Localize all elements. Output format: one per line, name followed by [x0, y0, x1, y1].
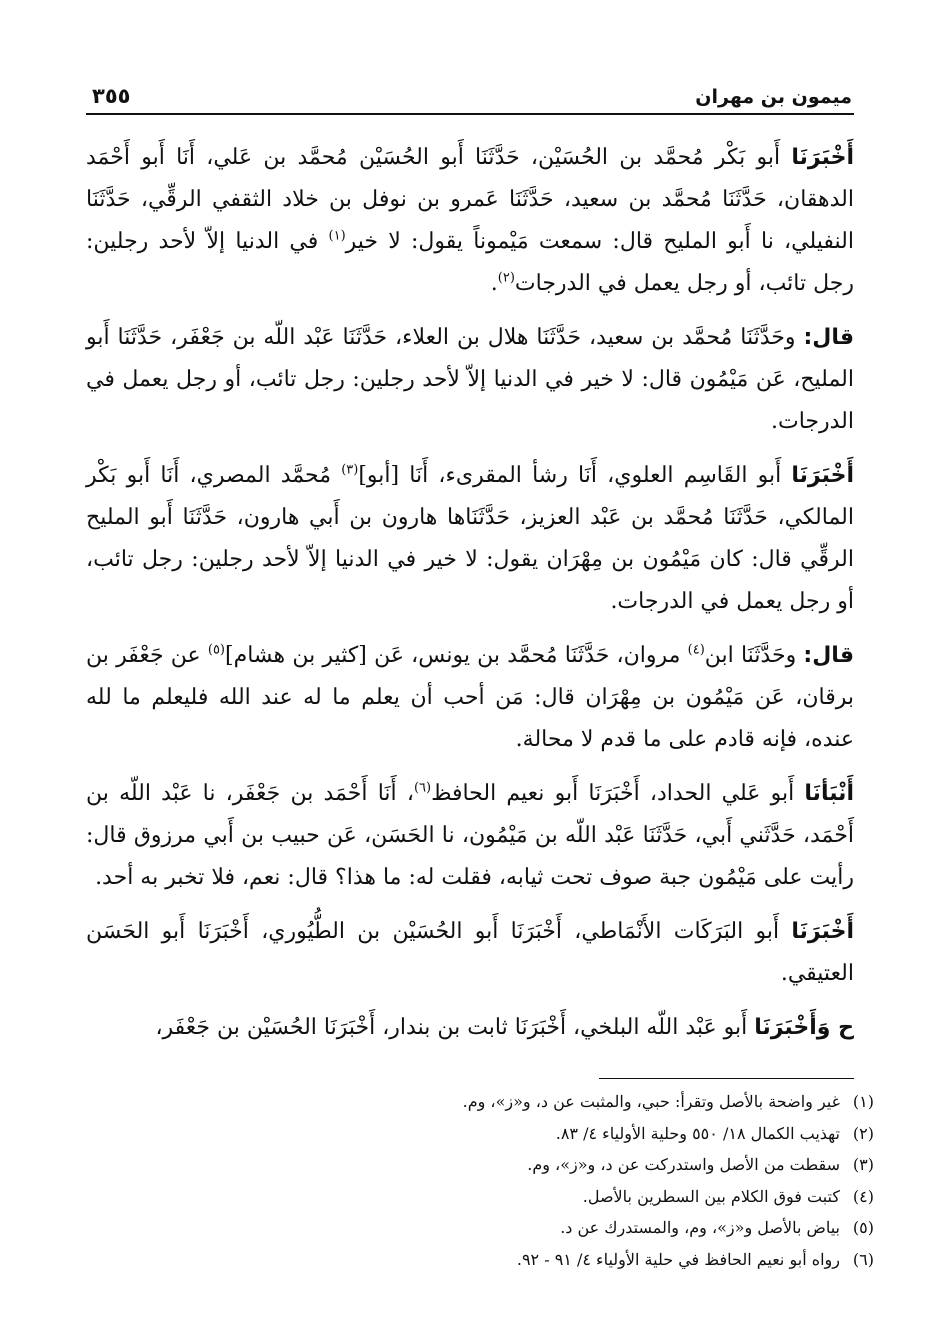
- footnote-marker: (٦): [413, 780, 432, 796]
- paragraph-text: عن جَعْفَر بن برقان، عَن مَيْمُون بن مِهْرَان قال: مَن أحب أن يعلم ما له عند الله فليعلم ما لله عنده، فإنه قادم على ما قدم لا محالة.: [86, 643, 854, 752]
- paragraph-text: في الدنيا إلاّ لأحد رجلين: رجل تائب، أو رجل يعمل في الدرجات: [86, 229, 854, 296]
- footnote: [86, 1212, 874, 1244]
- footnote-marker: (٢): [497, 270, 515, 286]
- footnote: [86, 1149, 874, 1181]
- footnote: [86, 1118, 874, 1150]
- footnote-rule: [599, 1078, 854, 1079]
- paragraph-lead: أَخْبَرَنَا: [791, 145, 854, 170]
- paragraph-text: أَبو القَاسِم العلوي، أَنَا رشأ المقرىء، أَنَا [أبو]: [358, 463, 792, 488]
- paragraph-text: أَبو عَلي الحداد، أَخْبَرَنَا أَبو نعيم الحافظ: [431, 781, 805, 806]
- paragraph-text: ، أَنَا أَحْمَد بن جَعْفَر، نا عَبْد اللّه بن أَحْمَد، حَدَّثَني أَبي، حَدَّثَنَا عَبْد اللّه بن مَيْمُون، نا الحَسَن، عَن حبيب بن أَبي مرزوق قال: رأيت على مَيْمُون جبة صوف تحت ثيابه، فقلت له: ما هذا؟ قال: نعم، فلا تخبر به أحد.: [86, 781, 854, 890]
- paragraph-text: أَبو بَكْر مُحمَّد بن الحُسَيْن، حَدَّثَنَا أَبو الحُسَيْن مُحمَّد بن عَلي، أَنَا أَبو أَحْمَد الدهقان، حَدَّثَنَا مُحمَّد بن سعيد، حَدَّثَنَا عَمرو بن نوفل بن خلاد الثقفي الرقِّي، حَدَّثَنَا النفيلي، نا أَبو المليح قال: سمعت مَيْموناً يقول: لا خير: [86, 145, 854, 254]
- footnote: [86, 1244, 874, 1276]
- footnote: [86, 1086, 874, 1118]
- paragraph-lead: قال:: [803, 325, 854, 350]
- paragraph-lead: قال:: [803, 643, 854, 668]
- footnote-number: (٤): [852, 1186, 874, 1206]
- footnote-number: (٥): [852, 1218, 874, 1237]
- footnote-number: (٢): [852, 1123, 874, 1143]
- body-text: [86, 137, 854, 1061]
- header-rule: [86, 113, 854, 115]
- paragraph-text: وحَدَّثَنَا مُحمَّد بن سعيد، حَدَّثَنَا هلال بن العلاء، حَدَّثَنَا عَبْد اللّه بن جَعْفَر، حَدَّثَنَا أَبو المليح، عَن مَيْمُون قال: لا خير في الدنيا إلاّ لأحد رجلين: رجل تائب، أو رجل يعمل في الدرجات.: [86, 325, 854, 434]
- running-title: ميمون بن مهران: [695, 86, 852, 108]
- paragraph-text: أَبو عَبْد اللّه البلخي، أَخْبَرَنَا ثابت بن بندار، أَخْبَرَنَا الحُسَيْن بن جَعْفَر،: [155, 1015, 755, 1040]
- page-number: ٣٥٥: [92, 84, 131, 108]
- footnotes: [86, 1086, 874, 1275]
- paragraph-text: أَبو البَرَكَات الأَنْمَاطي، أَخْبَرَنَا أَبو الحُسَيْن بن الطُّيُوري، أَخْبَرَنَا أَبو الحَسَن العتيقي.: [86, 919, 854, 986]
- footnote-text: تهذيب الكمال ١٨/ ٥٥٠ وحلية الأولياء ٤/ ٨٣.: [555, 1123, 840, 1143]
- footnote-number: (١): [852, 1092, 874, 1111]
- footnote-text: رواه أبو نعيم الحافظ في حلية الأولياء ٤/ ٩١ - ٩٢.: [516, 1249, 840, 1269]
- paragraph: [86, 1007, 854, 1049]
- footnote-number: (٦): [852, 1249, 874, 1269]
- footnote-marker: (١): [328, 228, 346, 244]
- paragraph: [86, 137, 854, 305]
- paragraph: [86, 317, 854, 443]
- footnote-marker: (٣): [341, 462, 359, 478]
- footnote-marker: (٤): [687, 642, 705, 658]
- footnote-marker: (٥): [207, 642, 225, 658]
- paragraph-lead: ح وَأَخْبَرَنَا: [754, 1015, 854, 1040]
- footnote-text: غير واضحة بالأصل وتقرأ: حبي، والمثبت عن د، و«ز»، وم.: [462, 1092, 840, 1111]
- paragraph: [86, 635, 854, 761]
- footnote-text: كتبت فوق الكلام بين السطرين بالأصل.: [582, 1186, 840, 1206]
- footnote-text: سقطت من الأصل واستدركت عن د، و«ز»، وم.: [527, 1155, 840, 1174]
- footnote-number: (٣): [852, 1155, 874, 1174]
- paragraph-lead: أَخْبَرَنَا: [791, 919, 854, 944]
- paragraph: [86, 773, 854, 899]
- paragraph-text: وحَدَّثَنَا ابن: [704, 643, 804, 668]
- paragraph-lead: أَنْبَأنَا: [804, 781, 854, 806]
- paragraph-lead: أَخْبَرَنَا: [791, 463, 854, 488]
- paragraph-text: مُحمَّد المصري، أَنَا أَبو بَكْر المالكي، حَدَّثَنَا مُحمَّد بن عَبْد العزيز، حَدَّثَنَاها هارون بن أَبي هارون، حَدَّثَنَا أَبو المليح الرقِّي قال: كان مَيْمُون بن مِهْرَان يقول: لا خير في الدنيا إلاّ لأحد رجلين: رجل تائب، أو رجل يعمل في الدرجات.: [86, 463, 854, 614]
- paragraph-text: مروان، حَدَّثَنَا مُحمَّد بن يونس، عَن [كثير بن هشام]: [225, 643, 688, 668]
- footnote-text: بياض بالأصل و«ز»، وم، والمستدرك عن د.: [560, 1218, 840, 1237]
- footnote: [86, 1181, 874, 1213]
- paragraph: [86, 455, 854, 623]
- page-header: [92, 74, 852, 108]
- paragraph: [86, 911, 854, 995]
- paragraph-text: .: [490, 271, 498, 296]
